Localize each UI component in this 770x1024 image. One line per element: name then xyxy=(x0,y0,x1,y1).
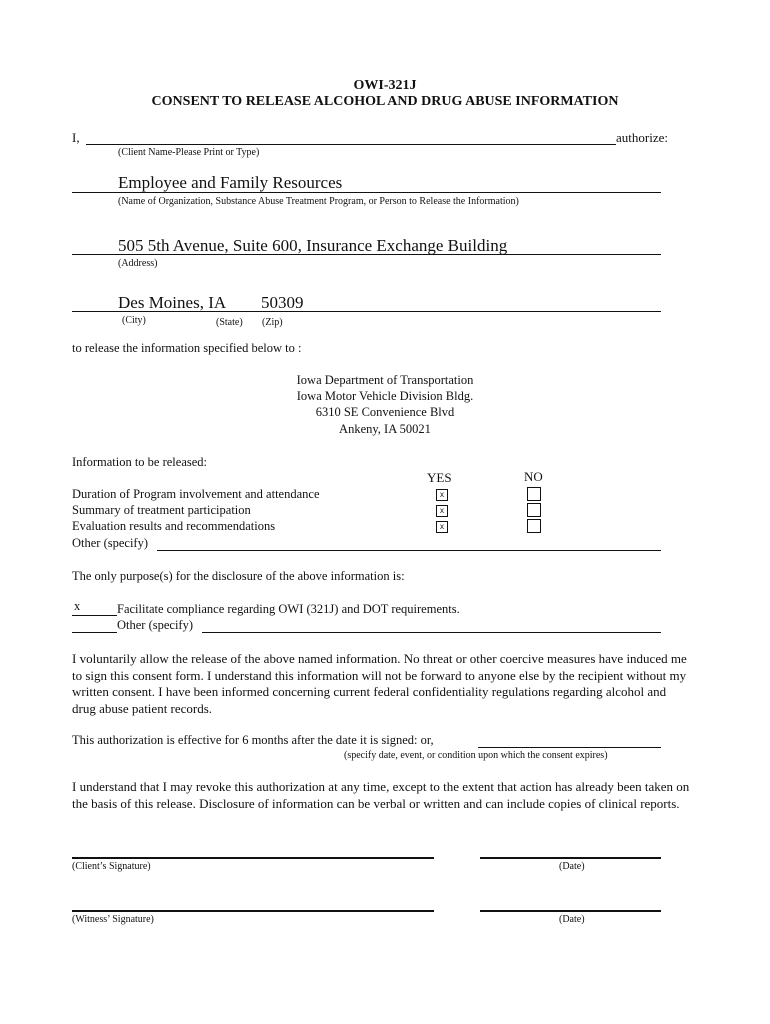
info-item-no-checkbox[interactable] xyxy=(527,487,541,501)
effective-statement: This authorization is effective for 6 months after the date it is signed: or, xyxy=(72,733,434,747)
client-suffix: authorize: xyxy=(616,130,668,145)
info-other-label: Other (specify) xyxy=(72,536,149,550)
address-caption: (Address) xyxy=(118,258,158,269)
release-intro: to release the information specified below to : xyxy=(72,341,302,355)
recipient-line: Ankeny, IA 50021 xyxy=(339,422,431,436)
client-caption: (Client Name-Please Print or Type) xyxy=(118,147,260,158)
info-item-yes-checkbox[interactable]: x xyxy=(436,505,448,517)
location-field[interactable] xyxy=(72,311,661,312)
organization-caption: (Name of Organization, Substance Abuse Treatment Program, or Person to Release the Information) xyxy=(118,196,519,207)
witness-date-field[interactable] xyxy=(480,910,661,912)
organization-field[interactable] xyxy=(72,192,661,193)
client-name-field[interactable] xyxy=(86,144,616,145)
information-heading: Information to be released: xyxy=(72,455,208,469)
revoke-statement: I understand that I may revoke this authorization at any time, except to the extent that action has already been taken on the basis of this release. Disclosure of information can be verbal or written and can include copies of clinical reports. xyxy=(72,779,690,811)
form-title: CONSENT TO RELEASE ALCOHOL AND DRUG ABUSE INFORMATION xyxy=(151,94,619,109)
witness-signature-label: (Witness’ Signature) xyxy=(72,914,154,925)
client-date-label: (Date) xyxy=(559,861,585,872)
purpose-option2-label: Other (specify) xyxy=(117,618,194,632)
info-item-no-checkbox[interactable] xyxy=(527,519,541,533)
no-column-label: NO xyxy=(524,469,543,484)
purpose-other-field[interactable] xyxy=(202,632,661,633)
effective-field[interactable] xyxy=(478,747,661,748)
purpose-option2-blank[interactable] xyxy=(72,632,117,633)
witness-date-label: (Date) xyxy=(559,914,585,925)
client-signature-label: (Client’s Signature) xyxy=(72,861,151,872)
recipient-line: Iowa Department of Transportation xyxy=(296,373,474,387)
zip-caption: (Zip) xyxy=(262,317,283,328)
info-item-no-checkbox[interactable] xyxy=(527,503,541,517)
yes-column-label: YES xyxy=(427,470,452,485)
zip-value: 50309 xyxy=(261,293,304,312)
form-number: OWI-321J xyxy=(353,78,417,93)
client-date-field[interactable] xyxy=(480,857,661,859)
info-item-label: Duration of Program involvement and attendance xyxy=(72,487,320,501)
recipient-line: Iowa Motor Vehicle Division Bldg. xyxy=(296,389,474,403)
info-item-yes-checkbox[interactable]: x xyxy=(436,521,448,533)
purpose-option1-label: Facilitate compliance regarding OWI (321J) and DOT requirements. xyxy=(117,602,460,616)
client-signature-field[interactable] xyxy=(72,857,434,859)
address-field[interactable] xyxy=(72,254,661,255)
info-other-field[interactable] xyxy=(157,550,661,551)
purpose-option1-mark: x xyxy=(74,599,81,613)
voluntary-statement: I voluntarily allow the release of the above named information. No threat or other coercive measures have induced me to sign this consent form. I understand this information will not be forward to anyone else by the recipient without my written consent. I have been informed concerning current federal confidentiality regulations regarding alcohol and drug abuse patient records. xyxy=(72,651,687,716)
info-item-label: Evaluation results and recommendations xyxy=(72,519,276,533)
effective-caption: (specify date, event, or condition upon which the consent expires) xyxy=(344,750,608,761)
purpose-option1-blank[interactable] xyxy=(72,615,117,616)
city-caption: (City) xyxy=(122,315,146,326)
purpose-heading: The only purpose(s) for the disclosure of the above information is: xyxy=(72,569,405,583)
recipient-line: 6310 SE Convenience Blvd xyxy=(315,405,455,419)
info-item-yes-checkbox[interactable]: x xyxy=(436,489,448,501)
client-prefix: I, xyxy=(72,130,80,145)
address-value: 505 5th Avenue, Suite 600, Insurance Exchange Building xyxy=(118,236,508,255)
info-item-label: Summary of treatment participation xyxy=(72,503,251,517)
state-caption: (State) xyxy=(216,317,243,328)
city-state-value: Des Moines, IA xyxy=(118,293,227,312)
organization-value: Employee and Family Resources xyxy=(118,173,343,192)
witness-signature-field[interactable] xyxy=(72,910,434,912)
